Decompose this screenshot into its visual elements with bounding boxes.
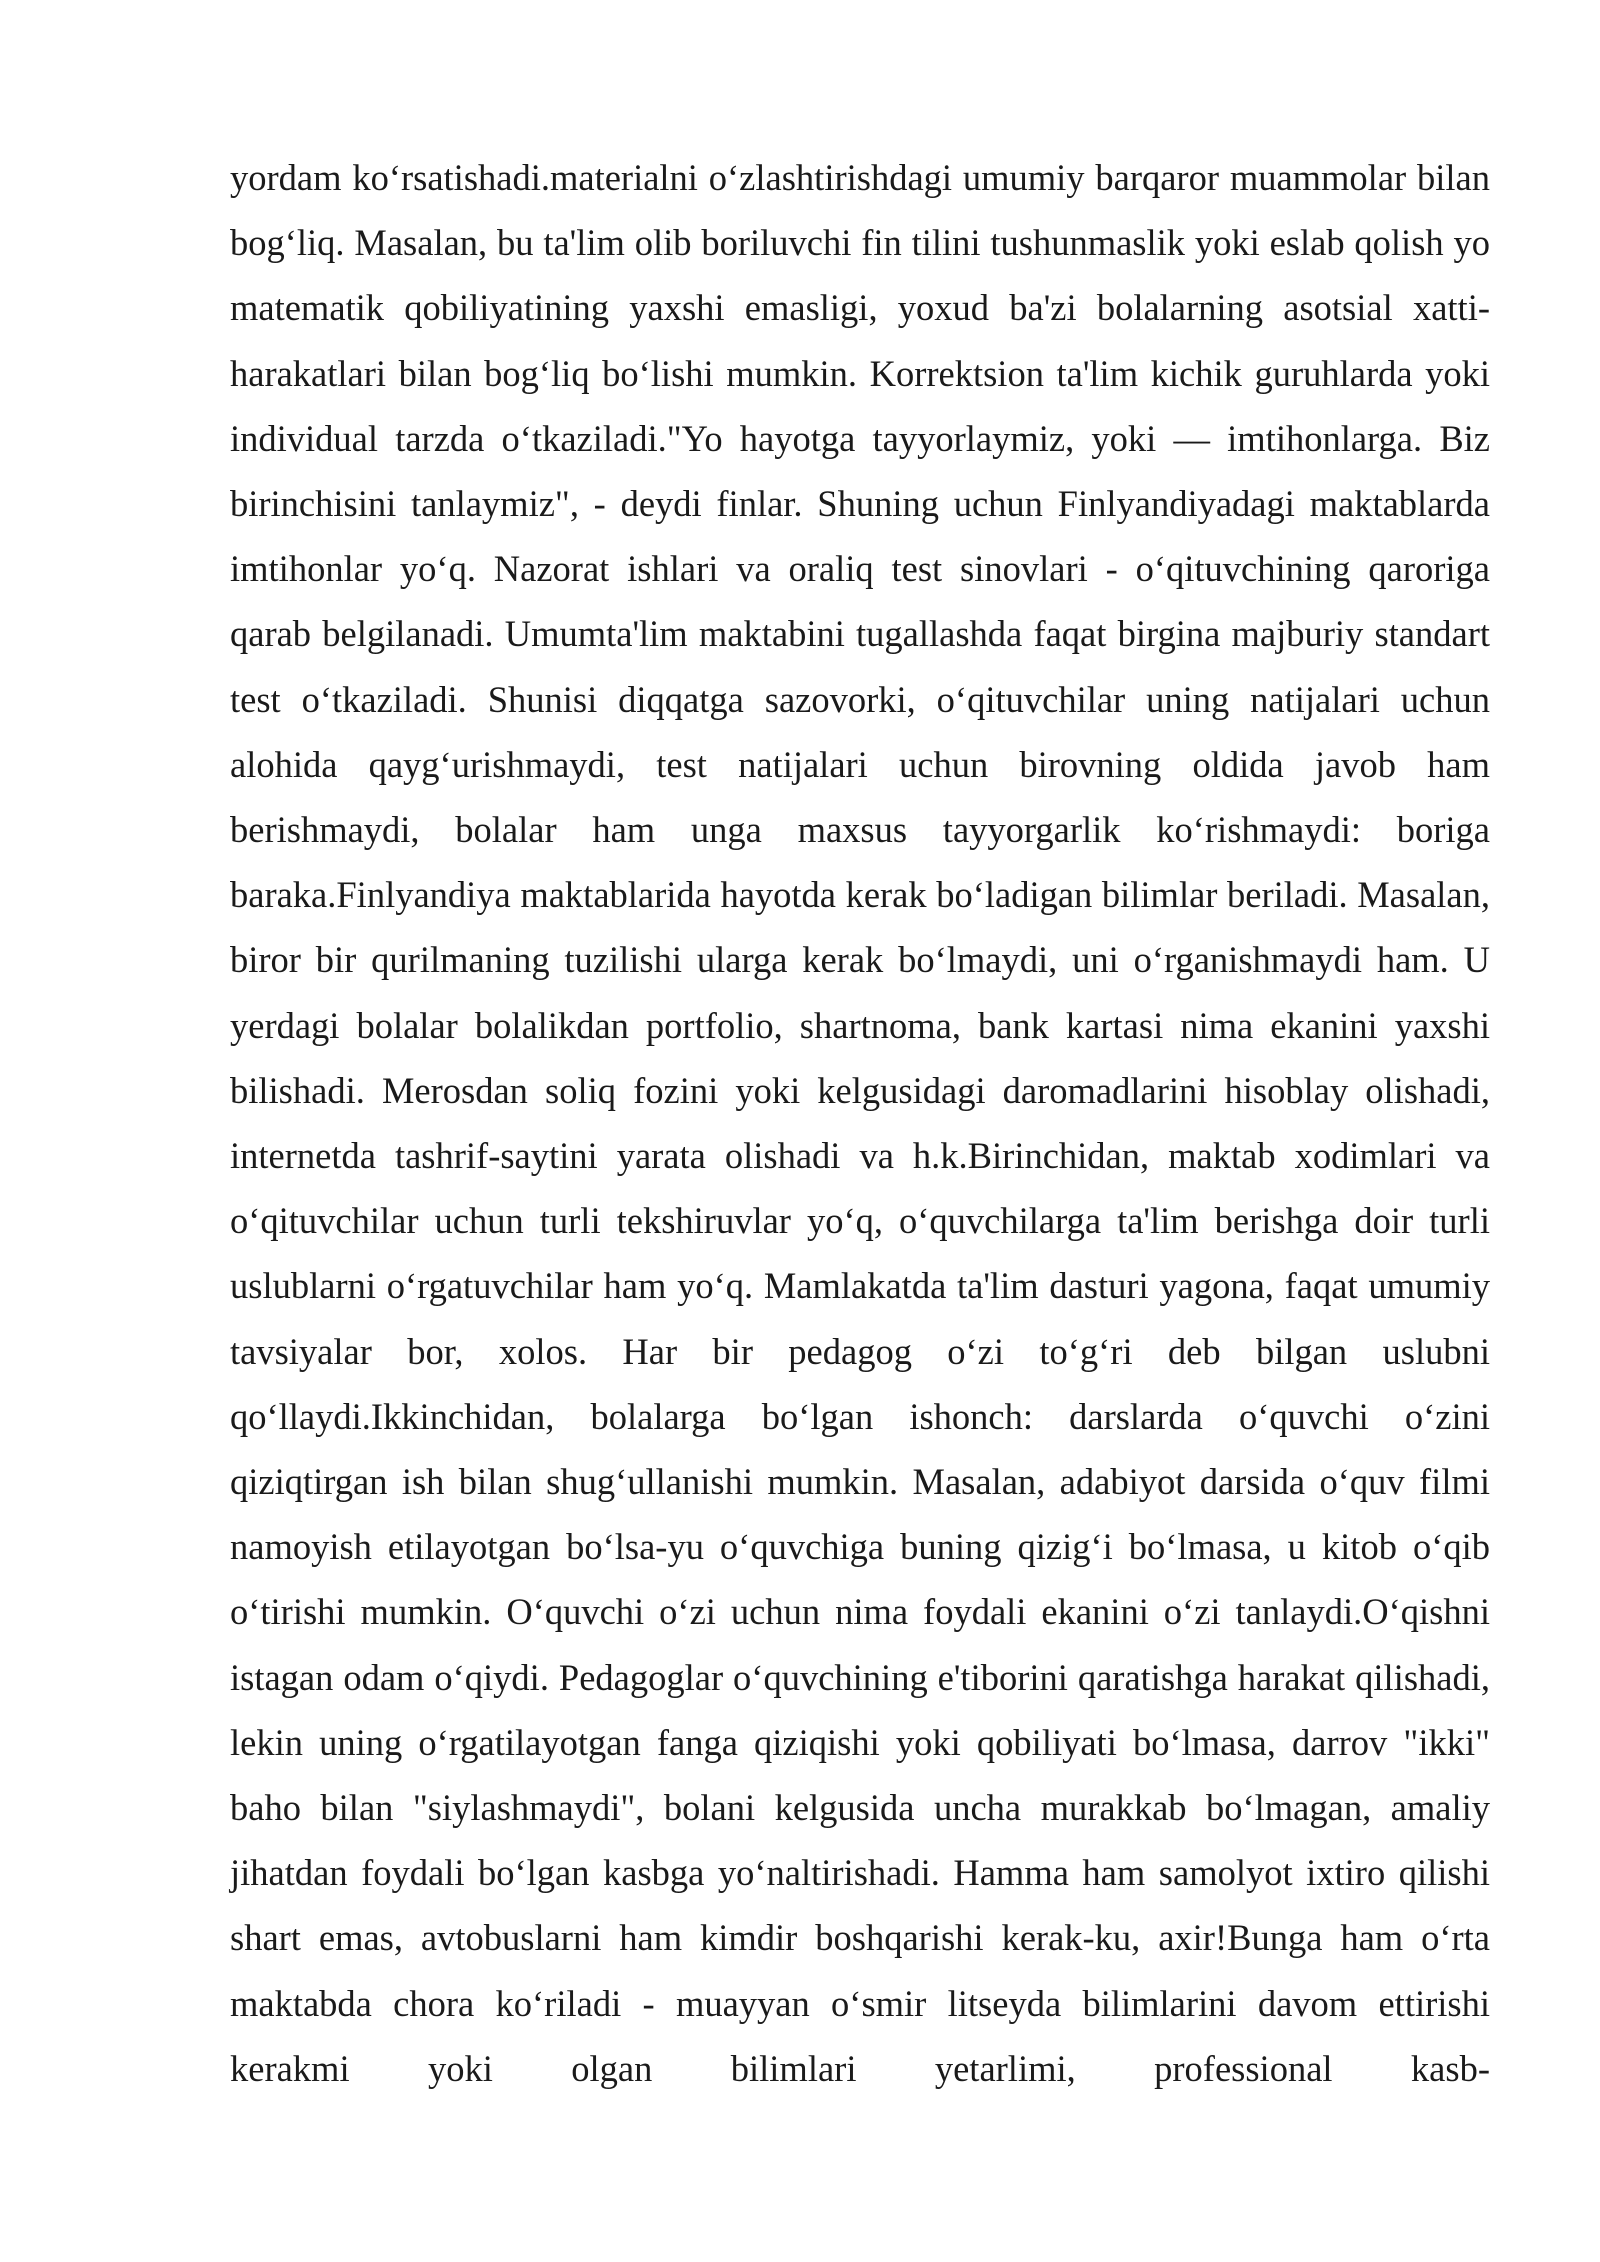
body-paragraph: yordam koʻrsatishadi.materialni oʻzlashtirishdagi umumiy barqaror muammolar bilan bogʻliq. Masalan, bu ta'lim olib boriluvchi fin tilini tushunmaslik yoki eslab qolish yo matematik qobiliyatining yaxshi emasligi, yoxud ba'zi bolalarning asotsial xatti-harakatlari bilan bogʻliq boʻlishi mumkin. Korrektsion ta'lim kichik guruhlarda yoki individual tarzda oʻtkaziladi."Yo hayotga tayyorlaymiz, yoki — imtihonlarga. Biz birinchisini tanlaymiz", - deydi finlar. Shuning uchun Finlyandiyadagi maktablarda imtihonlar yoʻq. Nazorat ishlari va oraliq test sinovlari - oʻqituvchining qaroriga qarab belgilanadi. Umumta'lim maktabini tugallashda faqat birgina majburiy standart test oʻtkaziladi. Shunisi diqqatga sazovorki, oʻqituvchilar uning natijalari uchun alohida qaygʻurishmaydi, test natijalari uchun birovning oldida javob ham berishmaydi, bolalar ham unga maxsus tayyorgarlik koʻrishmaydi: boriga baraka.Finlyandiya maktablarida hayotda kerak boʻladigan bilimlar beriladi. Masalan, biror bir qurilmaning tuzilishi ularga kerak boʻlmaydi, uni oʻrganishmaydi ham. U yerdagi bolalar bolalikdan portfolio, shartnoma, bank kartasi nima ekanini yaxshi bilishadi. Merosdan soliq fozini yoki kelgusidagi daromadlarini hisoblay olishadi, internetda tashrif-saytini yarata olishadi va h.k.Birinchidan, maktab xodimlari va oʻqituvchilar uchun turli tekshiruvlar yoʻq, oʻquvchilarga ta'lim berishga doir turli uslublarni oʻrgatuvchilar ham yoʻq. Mamlakatda ta'lim dasturi yagona, faqat umumiy tavsiyalar bor, xolos. Har bir pedagog oʻzi toʻgʻri deb bilgan uslubni qoʻllaydi.Ikkinchidan, bolalarga boʻlgan ishonch: darslarda oʻquvchi oʻzini qiziqtirgan ish bilan shugʻullanishi mumkin. Masalan, adabiyot darsida oʻquv filmi namoyish etilayotgan boʻlsa-yu oʻquvchiga buning qizigʻi boʻlmasa, u kitob oʻqib oʻtirishi mumkin. Oʻquvchi oʻzi uchun nima foydali ekanini oʻzi tanlaydi.Oʻqishni istagan odam oʻqiydi. Pedagoglar oʻquvchining e'tiborini qaratishga harakat qilishadi, lekin uning oʻrgatilayotgan fanga qiziqishi yoki qobiliyati boʻlmasa, darrov "ikki" baho bilan "siylashmaydi", bolani kelgusida uncha murakkab boʻlmagan, amaliy jihatdan foydali boʻlgan kasbga yoʻnaltirishadi. Hamma ham samolyot ixtiro qilishi shart emas, avtobuslarni ham kimdir boshqarishi kerak-ku, axir!Bunga ham oʻrta maktabda chora koʻriladi - muayyan oʻsmir litseyda bilimlarini davom ettirishi kerakmi yoki olgan bilimlari yetarlimi, professional kasb- xyxy=(230,157,1490,2089)
